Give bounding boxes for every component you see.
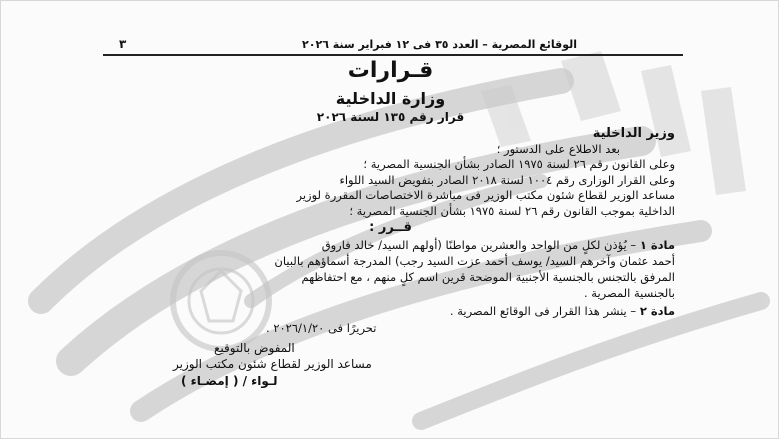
article-1-line: أحمد عثمان وآخرهم السيد/ يوسف أحمد عزت السيد رجب) المدرجة أسماؤهم بالبيان [274, 254, 675, 268]
article-1-line: المرفق بالتجنس بالجنسية الأجنبية الموضحة قرين اسم كلٍ منهم ، مع احتفاظهم [301, 270, 675, 284]
decree-number: قرار رقم ١٣٥ لسنة ٢٠٢٦ [316, 110, 465, 124]
decides-heading: قــرر : [369, 220, 412, 235]
signature-name: لـواء / ( إمضـاء ) [181, 374, 278, 388]
signature-delegate: المفوض بالتوقيع [214, 341, 295, 355]
preamble-line: وعلى القرار الوزارى رقم ١٠٠٤ لسنة ٢٠١٨ الصادر بتفويض السيد اللواء [339, 173, 675, 187]
article-1-label: مادة ١ [639, 238, 675, 252]
issue-date: تحريرًا فى ٢٠٢٦/١/٢٠ . [266, 321, 377, 335]
article-2-label: مادة ٢ [639, 304, 675, 318]
page-number: ٣ [119, 37, 127, 51]
issuer-heading: وزير الداخلية [592, 126, 675, 141]
article-1-line: بالجنسية المصرية . [584, 286, 675, 300]
preamble-line: بعد الاطلاع على الدستور ؛ [496, 142, 620, 156]
preamble-line: وعلى القانون رقم ٢٦ لسنة ١٩٧٥ الصادر بشأن الجنسية المصرية ؛ [363, 157, 675, 171]
header-rule [103, 54, 683, 56]
ministry-name: وزارة الداخلية [335, 89, 446, 108]
section-title: قـرارات [347, 58, 434, 83]
preamble-line: الداخلية بموجب القانون رقم ٢٦ لسنة ١٩٧٥ بشأن الجنسية المصرية ؛ [349, 204, 675, 218]
preamble-line: مساعد الوزير لقطاع شئون مكتب الوزير فى مباشرة الاختصاصات المقررة لوزير [296, 188, 675, 202]
signature-title: مساعد الوزير لقطاع شئون مكتب الوزير [173, 357, 372, 371]
article-1-line [322, 238, 675, 252]
article-1-text: – يُؤذن لكلٍ من الواحد والعشرين مواطنًا (أولهم السيد/ خالد فاروق [321, 238, 640, 252]
article-2-line [450, 304, 675, 318]
running-header: الوقائع المصرية – العدد ٣٥ فى ١٢ فبراير سنة ٢٠٢٦ [302, 38, 577, 51]
article-2-text: – ينشر هذا القرار فى الوقائع المصرية . [449, 304, 640, 318]
